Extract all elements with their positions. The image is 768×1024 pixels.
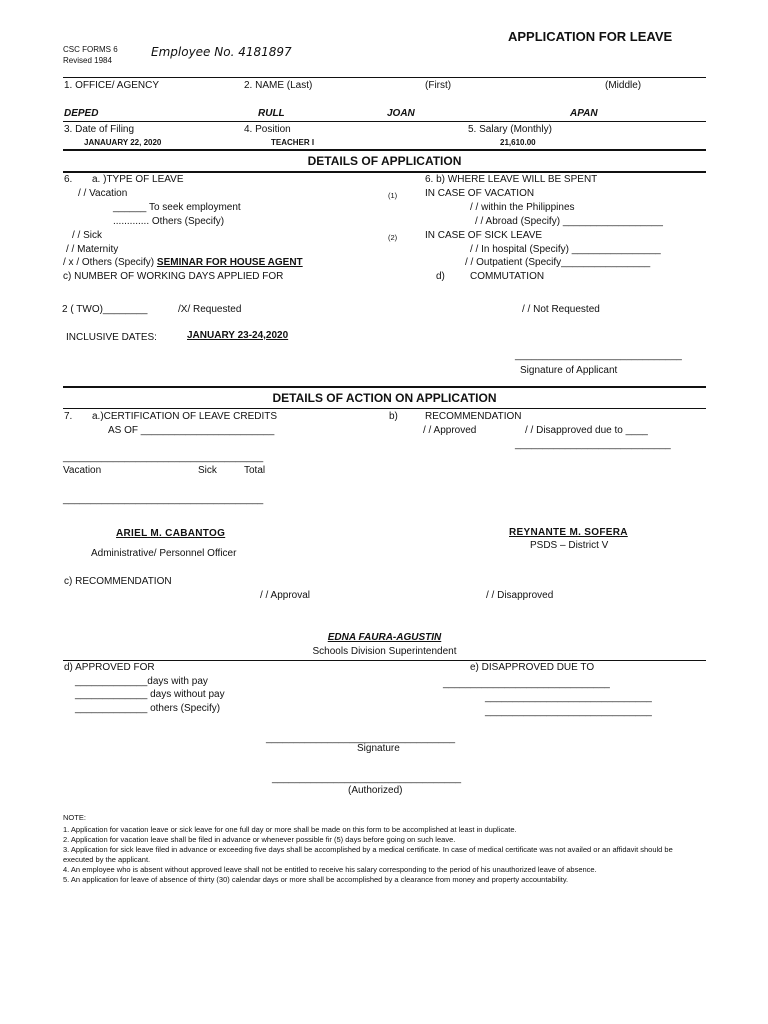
divider xyxy=(63,77,706,78)
disapproved-reason-line: ____________________________ xyxy=(515,439,671,450)
others-specify-field: _____________ others (Specify) xyxy=(75,703,221,714)
others-option: / x / Others (Specify) xyxy=(63,257,155,268)
form-revised: Revised 1984 xyxy=(63,56,112,65)
disapproved-option: / / Disapproved xyxy=(486,590,554,601)
working-days-label: c) NUMBER OF WORKING DAYS APPLIED FOR xyxy=(63,271,284,282)
note-item-5: 5. An application for leave of absence of thirty (30) calendar days or more shall be accomplished by a clearance from money and property accountability. xyxy=(63,875,569,884)
vacation-option: / / Vacation xyxy=(78,188,128,199)
divider xyxy=(63,171,706,173)
divider xyxy=(63,149,706,151)
note-item-3: 3. Application for sick leave filed in advance or exceeding five days shall be accomplished by a medical certificate. In case of medical certificate was not availed or an affidavit should be executed by the applicant. xyxy=(63,845,673,864)
approved-option: / / Approved xyxy=(423,425,477,436)
working-days-value: 2 ( TWO)________ xyxy=(62,304,148,315)
disapproved-due-option: / / Disapproved due to ____ xyxy=(525,425,648,436)
days-with-pay-field: _____________days with pay xyxy=(75,676,208,687)
psds-title: PSDS – District V xyxy=(530,540,609,551)
disapproved-due-line-2: ______________________________ xyxy=(485,692,652,703)
not-requested-option: / / Not Requested xyxy=(522,304,600,315)
note-item-4: 4. An employee who is absent without approved leave shall not be entitled to receive his salary corresponding to the period of his unauthorized leave of absence. xyxy=(63,865,597,874)
middle-name-value: APAN xyxy=(570,108,598,119)
outpatient-option: / / Outpatient (Specify________________ xyxy=(465,257,651,268)
details-of-action-heading: DETAILS OF ACTION ON APPLICATION xyxy=(272,391,497,405)
last-name-value: RULL xyxy=(258,108,285,119)
where-leave-label: 6. b) WHERE LEAVE WILL BE SPENT xyxy=(425,174,598,185)
commutation-letter: d) xyxy=(436,271,445,282)
note-item-1: 1. Application for vacation leave or sick leave for one full day or more shall be made on this form to be accomplished at least in duplicate. xyxy=(63,825,517,834)
commutation-label: COMMUTATION xyxy=(470,271,545,282)
salary-label: 5. Salary (Monthly) xyxy=(468,124,552,135)
first-name-label: (First) xyxy=(425,80,452,91)
last-name-label: 2. NAME (Last) xyxy=(244,80,313,91)
others-value: SEMINAR FOR HOUSE AGENT xyxy=(156,257,303,268)
recommendation-label: RECOMMENDATION xyxy=(425,411,522,422)
authorized-label: (Authorized) xyxy=(348,785,403,796)
inclusive-dates-label: INCLUSIVE DATES: xyxy=(66,332,157,343)
recommendation-letter: b) xyxy=(389,411,398,422)
disapproved-due-to-label: e) DISAPPROVED DUE TO xyxy=(470,662,595,673)
first-name-value: JOAN xyxy=(387,108,415,119)
date-of-filing-value: JANAUARY 22, 2020 xyxy=(84,138,162,147)
signature-line: __________________________________ xyxy=(266,733,456,744)
divider xyxy=(63,121,706,122)
as-of-field: AS OF ________________________ xyxy=(108,425,275,436)
form-title: APPLICATION FOR LEAVE xyxy=(508,29,673,44)
salary-value: 21,610.00 xyxy=(500,138,536,147)
sick-option: / / Sick xyxy=(72,230,103,241)
note-item-2: 2. Application for vacation leave shall be filed in advance or whenever possible fir (5) days before going on such leave. xyxy=(63,835,456,844)
disapproved-due-line-1: ______________________________ xyxy=(443,678,610,689)
office-label: 1. OFFICE/ AGENCY xyxy=(64,80,160,91)
details-of-application-heading: DETAILS OF APPLICATION xyxy=(307,154,462,168)
requested-option: /X/ Requested xyxy=(178,304,242,315)
credits-values-line: ____________________________________ xyxy=(63,494,264,505)
psds-name: REYNANTE M. SOFERA xyxy=(509,527,628,538)
notes-heading: NOTE: xyxy=(63,813,86,822)
superintendent-name: EDNA FAURA-AGUSTIN xyxy=(327,632,442,643)
authorized-line: __________________________________ xyxy=(272,773,462,784)
maternity-option: / / Maternity xyxy=(66,244,119,255)
position-value: TEACHER I xyxy=(271,138,315,147)
case-sick-label: IN CASE OF SICK LEAVE xyxy=(425,230,543,241)
case-2-number: (2) xyxy=(388,233,398,242)
within-philippines-option: / / within the Philippines xyxy=(470,202,575,213)
item-6-number: 6. xyxy=(64,174,73,185)
in-hospital-option: / / In hospital (Specify) ________________ xyxy=(470,244,661,255)
applicant-signature-line: ______________________________ xyxy=(515,350,682,361)
seek-employment-option: ______ To seek employment xyxy=(113,202,241,213)
notes-section xyxy=(63,813,703,885)
inclusive-dates-value: JANUARY 23-24,2020 xyxy=(187,330,289,341)
office-value: DEPED xyxy=(64,108,99,119)
abroad-option: / / Abroad (Specify) __________________ xyxy=(475,216,663,227)
days-without-pay-field: _____________ days without pay xyxy=(75,689,225,700)
personnel-officer-title: Administrative/ Personnel Officer xyxy=(91,548,237,559)
divider xyxy=(63,386,706,388)
credits-sick-label: Sick xyxy=(198,465,217,476)
case-vacation-label: IN CASE OF VACATION xyxy=(425,188,535,199)
approval-option: / / Approval xyxy=(260,590,311,601)
item-7-number: 7. xyxy=(64,411,73,422)
vacation-others-option: ............. Others (Specify) xyxy=(113,216,225,227)
personnel-officer-name: ARIEL M. CABANTOG xyxy=(116,528,226,539)
divider xyxy=(63,660,706,661)
date-of-filing-label: 3. Date of Filing xyxy=(64,124,135,135)
applicant-signature-label: Signature of Applicant xyxy=(520,365,618,376)
divider xyxy=(63,408,706,409)
credits-line: ____________________________________ xyxy=(63,452,264,463)
disapproved-due-line-3: ______________________________ xyxy=(485,706,652,717)
case-1-number: (1) xyxy=(388,191,398,200)
employee-number: Employee No. 4181897 xyxy=(151,45,292,59)
credits-total-label: Total xyxy=(244,465,266,476)
position-label: 4. Position xyxy=(244,124,291,135)
c-recommendation-label: c) RECOMMENDATION xyxy=(64,576,172,587)
credits-vacation-label: Vacation xyxy=(63,465,102,476)
type-of-leave-label: a. )TYPE OF LEAVE xyxy=(92,174,184,185)
approved-for-label: d) APPROVED FOR xyxy=(64,662,155,673)
leave-credits-label: a.)CERTIFICATION OF LEAVE CREDITS xyxy=(92,411,278,422)
signature-label: Signature xyxy=(357,743,400,754)
form-code: CSC FORMS 6 xyxy=(63,45,118,54)
superintendent-title: Schools Division Superintendent xyxy=(312,646,457,657)
middle-name-label: (Middle) xyxy=(605,80,642,91)
